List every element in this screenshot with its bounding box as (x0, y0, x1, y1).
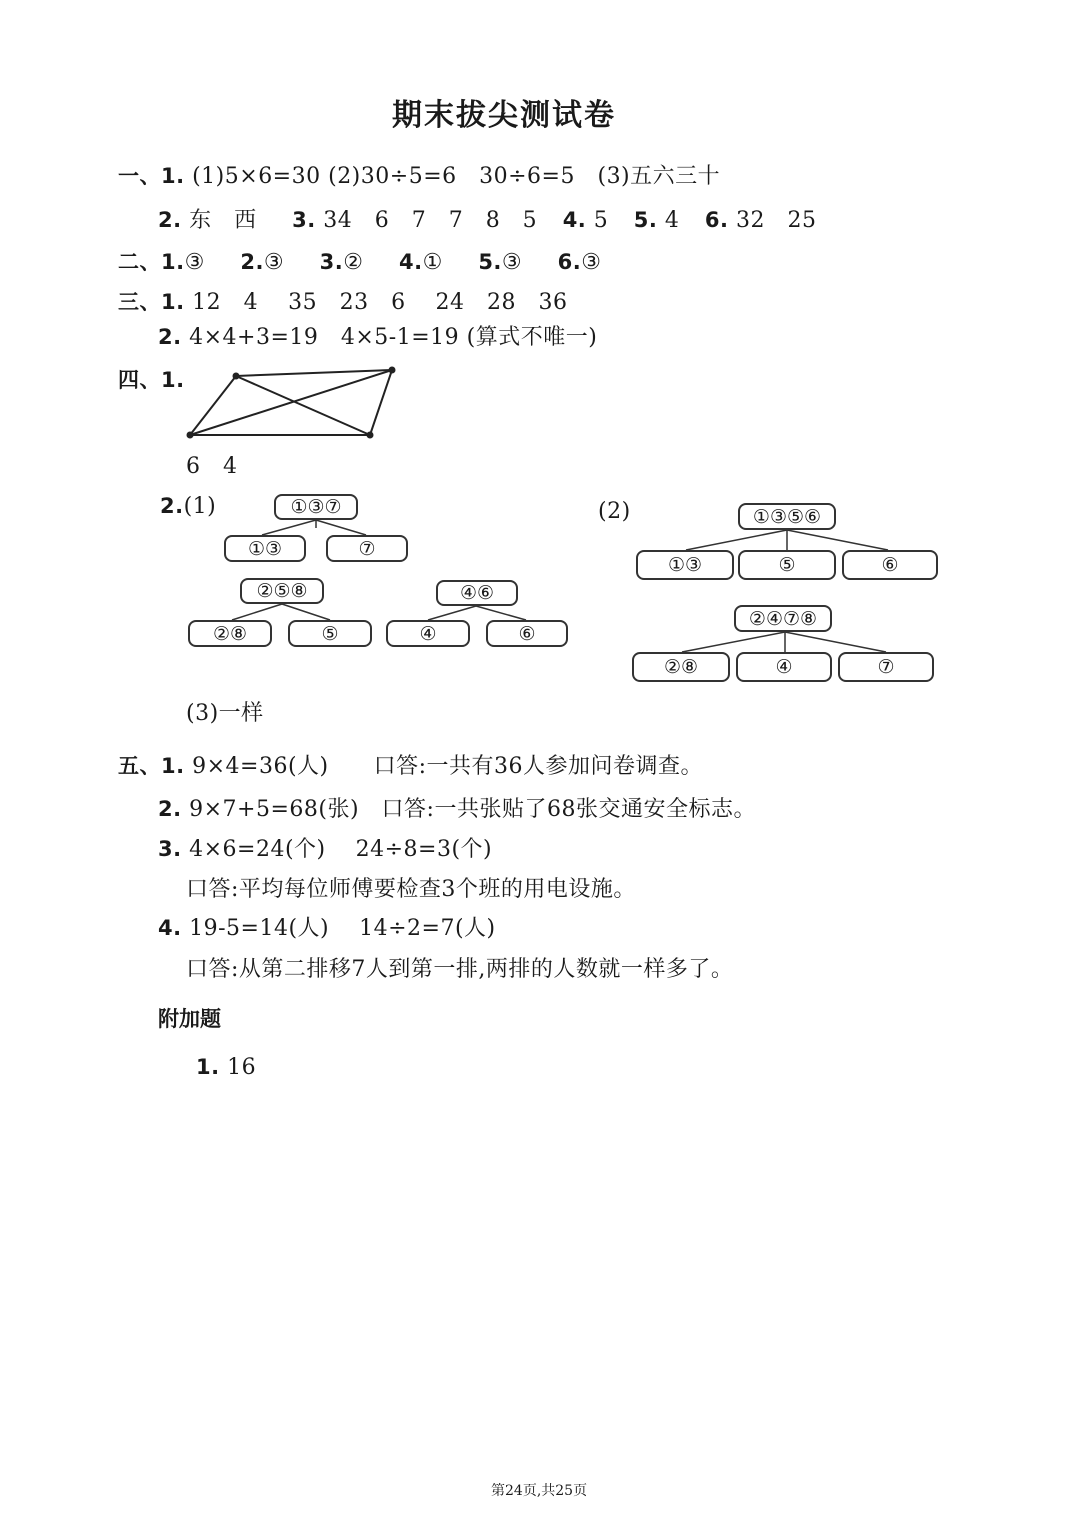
tree-connector (262, 520, 316, 535)
tree-connector (785, 632, 886, 652)
question-number: 6. (704, 208, 729, 232)
question-number: 2. (158, 208, 182, 232)
answer-text: 9×7+5=68(张) 口答:一共张贴了68张交通安全标志。 (189, 797, 756, 822)
question-number: 1. (161, 368, 185, 392)
answer-text: 32 25 (735, 208, 817, 233)
tree-connector (316, 520, 366, 535)
question-number: 4. (562, 208, 587, 232)
question-number: 2. (158, 325, 182, 349)
answer-text: ③ (501, 250, 523, 275)
page-title: 期末拔尖测试卷 (392, 98, 616, 133)
answer-text: 19-5=14(人) 14÷2=7(人) (189, 916, 496, 941)
answer-text: 34 6 7 7 8 5 (323, 208, 538, 233)
tree-child-box: ④ (736, 652, 832, 682)
question-number: 2. (160, 494, 184, 518)
page-footer: 第24页,共25页 (491, 1483, 588, 1499)
question-number: 2. (158, 797, 182, 821)
extra-q1 (196, 1053, 256, 1082)
parallelogram-edge (236, 370, 392, 376)
tree-child-box: ⑥ (842, 550, 938, 580)
tree-root-box: ②⑤⑧ (240, 578, 324, 604)
tree-child-box: ⑤ (738, 550, 836, 580)
tree-connector (282, 604, 330, 620)
tree-connector (682, 632, 785, 652)
tree-connector (476, 606, 526, 620)
tree-child-box: ⑦ (838, 652, 934, 682)
answer-text: 12 4 35 23 6 24 28 36 (192, 290, 568, 315)
section-5-label: 五、 (118, 754, 161, 778)
tree-child-box: ②⑧ (188, 620, 272, 647)
section-4-label: 四、 (118, 368, 161, 392)
tree-child-box: ①③ (636, 550, 734, 580)
tree-root-box: ①③⑦ (274, 494, 358, 520)
part-label: (2) (598, 499, 631, 524)
vertex-dot (233, 373, 240, 380)
tree-root-box: ②④⑦⑧ (734, 605, 832, 632)
tree-connector (686, 530, 787, 550)
parallelogram-figure (190, 370, 392, 435)
section-5-q1 (118, 752, 703, 781)
question-number: 2. (240, 250, 264, 274)
section-4-q1-answer: 6 4 (186, 454, 238, 479)
section-4-q2 (160, 492, 216, 521)
tree-root-box: ①③⑤⑥ (738, 503, 836, 530)
question-number: 1. (161, 290, 185, 314)
parallelogram-diagonal (190, 370, 392, 435)
answer-text: 9×4=36(人) 口答:一共有36人参加问卷调查。 (192, 754, 704, 779)
answer-text: ③ (263, 250, 285, 275)
tree-child-box: ⑦ (326, 535, 408, 562)
question-number: 3. (319, 250, 344, 274)
parallelogram-edge (190, 376, 236, 435)
tree-child-box: ⑤ (288, 620, 372, 647)
question-number: 3. (292, 208, 316, 232)
parallelogram-edge (370, 370, 392, 435)
parallelogram-diagonal (236, 376, 370, 435)
question-number: 1. (161, 754, 185, 778)
question-number: 3. (158, 837, 182, 861)
answer-text: (1)5×6=30 (2)30÷5=6 30÷6=5 (3)五六三十 (192, 164, 721, 189)
question-number: 4. (158, 916, 182, 940)
extra-heading: 附加题 (158, 1007, 221, 1031)
question-number: 5. (633, 208, 658, 232)
answer-text: 4 (664, 208, 680, 233)
section-5-q2 (158, 795, 756, 824)
question-number: 5. (478, 250, 502, 274)
tree-child-box: ④ (386, 620, 470, 647)
part-label: (1) (183, 494, 217, 519)
answer-text: 4×6=24(个) 24÷8=3(个) (189, 837, 493, 862)
section-1-label: 一、 (118, 164, 161, 188)
section-2-label: 二、 (118, 250, 161, 274)
section-5-q4 (158, 914, 496, 943)
tree-child-box: ②⑧ (632, 652, 730, 682)
tree-connector (232, 604, 282, 620)
tree-connector (428, 606, 476, 620)
question-number: 1. (161, 250, 185, 274)
tree-connector (787, 530, 888, 550)
answer-text: ③ (184, 250, 205, 275)
question-number: 1. (161, 164, 185, 188)
tree-root-box: ④⑥ (436, 580, 518, 606)
vertex-dot (187, 432, 194, 439)
section-5-q4-answer: 口答:从第二排移7人到第一排,两排的人数就一样多了。 (186, 957, 734, 982)
tree-child-box: ⑥ (486, 620, 568, 647)
answer-text: ③ (581, 250, 602, 275)
section-4-q2-part3: (3)一样 (186, 701, 264, 726)
answer-text: 16 (227, 1055, 257, 1080)
answer-text: 东 西 (189, 208, 257, 233)
question-number: 6. (557, 250, 582, 274)
tree-child-box: ①③ (224, 535, 306, 562)
question-number: 4. (398, 250, 423, 274)
answer-text: ② (343, 250, 364, 275)
answer-text: 4×4+3=19 4×5-1=19 (算式不唯一) (189, 325, 598, 350)
section-5-q3-answer: 口答:平均每位师傅要检查3个班的用电设施。 (186, 877, 636, 902)
section-3-label: 三、 (118, 290, 161, 314)
vertex-dot (389, 367, 396, 374)
question-number: 1. (196, 1055, 220, 1079)
answer-text: 5 (593, 208, 609, 233)
vertex-dot (367, 432, 374, 439)
answer-text: ① (422, 250, 443, 275)
section-5-q3 (158, 835, 492, 864)
